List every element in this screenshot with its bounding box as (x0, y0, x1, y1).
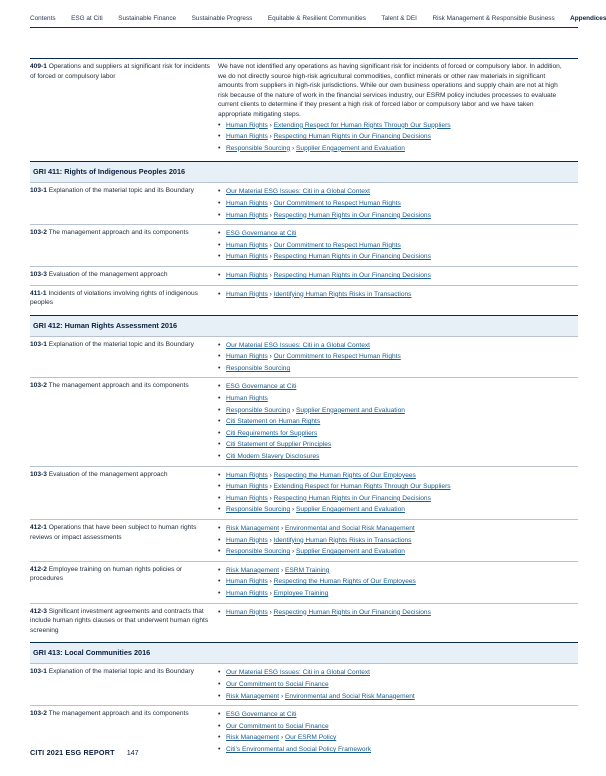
reference-link[interactable]: Respecting the Human Rights of Our Employees (273, 471, 416, 479)
disclosure-code: 103-1 (30, 340, 47, 348)
section-header: GRI 411: Rights of Indigenous Peoples 2016 (30, 161, 578, 182)
reference-list (218, 709, 578, 755)
reference-link[interactable]: Respecting Human Rights in Our Financing Decisions (273, 608, 431, 616)
reference-link[interactable]: Human Rights (226, 121, 268, 129)
reference-link[interactable]: Human Rights (226, 536, 268, 544)
disclosure-title: Explanation of the material topic and its Boundary (48, 187, 194, 195)
reference-link[interactable]: Supplier Engagement and Evaluation (296, 548, 405, 556)
reference-link[interactable]: Responsible Sourcing (226, 406, 291, 414)
disclosure-title: Employee training on human rights policies or procedures (30, 565, 183, 583)
response-cell (218, 62, 578, 154)
list-item (218, 588, 578, 600)
page-number: 147 (126, 748, 139, 757)
reference-list (218, 523, 578, 558)
chevron-separator-icon: › (267, 241, 274, 249)
list-item (218, 120, 578, 132)
reference-link[interactable]: Supplier Engagement and Evaluation (296, 406, 405, 414)
reference-link[interactable]: Human Rights (226, 133, 268, 141)
disclosure-cell (30, 565, 218, 600)
reference-list (218, 565, 578, 600)
chevron-separator-icon: › (267, 471, 274, 479)
chevron-separator-icon: › (267, 290, 274, 298)
table-row (30, 603, 578, 639)
disclosure-title: Significant investment agreements and contracts that include human rights clauses or that underwent human rights screening (30, 607, 209, 634)
chevron-separator-icon: › (267, 133, 274, 141)
reference-link[interactable]: Human Rights (226, 241, 268, 249)
list-item (218, 289, 578, 301)
chevron-separator-icon: › (267, 271, 274, 279)
reference-link[interactable]: Human Rights (226, 353, 268, 361)
list-item (218, 228, 578, 240)
reference-link[interactable]: Responsible Sourcing (226, 548, 291, 556)
gri-index-table (30, 58, 578, 759)
reference-link[interactable]: Responsible Sourcing (226, 364, 291, 372)
disclosure-cell (30, 289, 218, 308)
list-item (218, 340, 578, 352)
list-item (218, 504, 578, 516)
list-item (218, 679, 578, 691)
list-item (218, 143, 578, 155)
chevron-separator-icon: › (267, 199, 274, 207)
chevron-separator-icon: › (290, 548, 297, 556)
disclosure-cell (30, 62, 218, 154)
reference-list (218, 228, 578, 263)
reference-link[interactable]: Our Commitment to Social Finance (226, 722, 329, 730)
reference-link[interactable]: Human Rights (226, 483, 268, 491)
table-row (30, 58, 578, 157)
disclosure-cell (30, 228, 218, 263)
nav-link-esg-at-citi[interactable]: ESG at Citi (71, 15, 103, 22)
disclosure-code: 411-1 (30, 289, 47, 297)
reference-link[interactable]: Human Rights (226, 253, 268, 261)
reference-link[interactable]: Supplier Engagement and Evaluation (296, 506, 405, 514)
list-item (218, 565, 578, 577)
reference-link[interactable]: Citi Modern Slavery Disclosures (226, 453, 320, 461)
table-row (30, 561, 578, 603)
list-item (218, 732, 578, 744)
reference-link[interactable]: Respecting Human Rights in Our Financing Decisions (273, 271, 431, 279)
response-cell (218, 709, 578, 755)
section-header: GRI 413: Local Communities 2016 (30, 642, 578, 663)
list-item (218, 393, 578, 405)
list-item (218, 251, 578, 263)
chevron-separator-icon: › (267, 578, 274, 586)
nav-link-appendices[interactable]: Appendices (570, 15, 606, 22)
list-item (218, 744, 578, 756)
chevron-separator-icon: › (267, 211, 274, 219)
page-footer (30, 748, 139, 757)
reference-link[interactable]: Human Rights (226, 271, 268, 279)
top-nav (30, 12, 606, 26)
list-item (218, 691, 578, 703)
list-item (218, 481, 578, 493)
response-text: We have not identified any operations as having significant risk for incidents of forced or compulsory labor. In addition, we do not directly source high-risk agricultural commodities, conflict minerals or other raw materials in significant amounts from suppliers in high-risk jurisdictions. While our own business operations and supply chain are not at high risk because of the nature of work in the financial services industry, our ESRM policy includes processes to evaluate current clients to determine if they present a high risk of forced labor or compulsory labor and we have taken appropriate mitigating steps. (218, 63, 562, 118)
reference-link[interactable]: Responsible Sourcing (226, 506, 291, 514)
response-cell (218, 667, 578, 702)
table-row (30, 466, 578, 519)
disclosure-cell (30, 186, 218, 221)
disclosure-title: Explanation of the material topic and its Boundary (48, 340, 194, 348)
reference-link[interactable]: ESG Governance at Citi (226, 383, 297, 391)
reference-link[interactable]: ESRM Training (285, 566, 330, 574)
reference-link[interactable]: Human Rights (226, 199, 268, 207)
reference-link[interactable]: Our Material ESG Issues: Citi in a Global Context (226, 188, 371, 196)
list-item (218, 351, 578, 363)
table-row (30, 224, 578, 266)
list-item (218, 721, 578, 733)
nav-link-sustainable-progress[interactable]: Sustainable Progress (191, 15, 253, 22)
reference-link[interactable]: Respecting Human Rights in Our Financing Decisions (273, 253, 431, 261)
reference-link[interactable]: Citi Requirements for Suppliers (226, 429, 318, 437)
reference-link[interactable]: Respecting Human Rights in Our Financing Decisions (273, 211, 431, 219)
list-item (218, 493, 578, 505)
reference-link[interactable]: Human Rights (226, 211, 268, 219)
response-cell (218, 607, 578, 636)
disclosure-cell (30, 523, 218, 558)
reference-list (218, 270, 578, 282)
reference-list (218, 607, 578, 619)
table-row (30, 377, 578, 465)
disclosure-title: Operations and suppliers at significant risk for incidents of forced or compulsory labor (30, 63, 210, 80)
disclosure-title: Evaluation of the management approach (48, 270, 168, 278)
reference-list (218, 667, 578, 702)
chevron-separator-icon: › (279, 734, 286, 742)
disclosure-cell (30, 270, 218, 282)
reference-link[interactable]: Respecting Human Rights in Our Financing Decisions (273, 133, 431, 141)
table-row (30, 285, 578, 311)
list-item (218, 363, 578, 375)
reference-link[interactable]: Our ESRM Policy (285, 734, 337, 742)
list-item (218, 546, 578, 558)
chevron-separator-icon: › (290, 406, 297, 414)
disclosure-code: 103-2 (30, 382, 47, 390)
nav-link-talent-dei[interactable]: Talent & DEI (381, 15, 417, 22)
reference-link[interactable]: Environmental and Social Risk Management (285, 692, 415, 700)
response-cell (218, 186, 578, 221)
nav-link-sustainable-finance[interactable]: Sustainable Finance (118, 15, 177, 22)
chevron-separator-icon: › (267, 121, 274, 129)
reference-link[interactable]: Identifying Human Rights Risks in Transactions (273, 290, 412, 298)
reference-link[interactable]: Environmental and Social Risk Management (285, 525, 415, 532)
list-item (218, 131, 578, 143)
list-item (218, 186, 578, 198)
disclosure-cell (30, 381, 218, 462)
chevron-separator-icon: › (267, 253, 274, 261)
table-row (30, 336, 578, 378)
response-cell (218, 523, 578, 558)
nav-link-contents[interactable]: Contents (30, 15, 56, 22)
reference-link[interactable]: Our Commitment to Respect Human Rights (273, 241, 401, 249)
reference-list (218, 340, 578, 375)
reference-link[interactable]: Human Rights (226, 494, 268, 502)
chevron-separator-icon: › (267, 353, 274, 361)
list-item (218, 439, 578, 451)
chevron-separator-icon: › (290, 144, 297, 152)
response-cell (218, 381, 578, 462)
list-item (218, 576, 578, 588)
chevron-separator-icon: › (267, 608, 274, 616)
reference-link[interactable]: Citi’s Environmental and Social Policy Framework (226, 745, 371, 753)
list-item (218, 667, 578, 679)
reference-list (218, 289, 578, 301)
reference-link[interactable]: Respecting Human Rights in Our Financing Decisions (273, 494, 431, 502)
nav-link-risk-management-responsible-business[interactable]: Risk Management & Responsible Business (432, 15, 555, 22)
disclosure-code: 103-2 (30, 710, 47, 718)
list-item (218, 451, 578, 463)
reference-link[interactable]: Human Rights (226, 395, 268, 403)
chevron-separator-icon: › (267, 536, 274, 544)
reference-link[interactable]: Supplier Engagement and Evaluation (296, 144, 405, 152)
table-row (30, 182, 578, 224)
list-item (218, 210, 578, 222)
disclosure-title: The management approach and its components (48, 382, 189, 390)
reference-link[interactable]: Our Commitment to Social Finance (226, 680, 329, 688)
list-item (218, 198, 578, 210)
chevron-separator-icon: › (267, 494, 274, 502)
response-cell (218, 340, 578, 375)
reference-list (218, 120, 578, 155)
reference-link[interactable]: Human Rights (226, 589, 268, 597)
reference-link[interactable]: Our Commitment to Respect Human Rights (273, 353, 401, 361)
response-cell (218, 228, 578, 263)
reference-link[interactable]: ESG Governance at Citi (226, 230, 297, 238)
reference-link[interactable]: Risk Management (226, 692, 280, 700)
reference-link[interactable]: Our Material ESG Issues: Citi in a Global Context (226, 341, 371, 349)
reference-link[interactable]: Employee Training (273, 589, 329, 597)
reference-link[interactable]: Extending Respect for Human Rights Through Our Suppliers (273, 483, 451, 491)
reference-list (218, 381, 578, 462)
report-title: CITI 2021 ESG REPORT (30, 748, 115, 757)
disclosure-title: Operations that have been subject to human rights reviews or impact assessments (30, 524, 197, 541)
response-cell (218, 270, 578, 282)
list-item (218, 405, 578, 417)
reference-link[interactable]: Human Rights (226, 471, 268, 479)
reference-link[interactable]: Responsible Sourcing (226, 144, 291, 152)
chevron-separator-icon: › (279, 525, 286, 532)
reference-link[interactable]: Respecting the Human Rights of Our Employees (273, 578, 416, 586)
response-cell (218, 565, 578, 600)
response-cell (218, 470, 578, 516)
reference-link[interactable]: Our Commitment to Respect Human Rights (273, 199, 401, 207)
reference-link[interactable]: Risk Management (226, 734, 280, 742)
reference-link[interactable]: Citi Statement of Supplier Principles (226, 441, 332, 449)
reference-link[interactable]: Risk Management (226, 566, 280, 574)
section-header: GRI 412: Human Rights Assessment 2016 (30, 315, 578, 336)
disclosure-title: Explanation of the material topic and its Boundary (48, 668, 194, 676)
reference-link[interactable]: Human Rights (226, 608, 268, 616)
chevron-separator-icon: › (267, 483, 274, 491)
disclosure-cell (30, 470, 218, 516)
disclosure-code: 409-1 (30, 63, 47, 70)
reference-link[interactable]: Citi Statement on Human Rights (226, 418, 321, 426)
disclosure-code: 412-2 (30, 565, 47, 573)
list-item (218, 607, 578, 619)
disclosure-code: 103-3 (30, 270, 47, 278)
chevron-separator-icon: › (279, 566, 286, 574)
reference-link[interactable]: Extending Respect for Human Rights Through Our Suppliers (273, 121, 451, 129)
nav-divider (30, 27, 578, 28)
disclosure-code: 103-2 (30, 229, 47, 237)
disclosure-cell (30, 667, 218, 702)
list-item (218, 428, 578, 440)
reference-link[interactable]: Risk Management (226, 525, 280, 532)
disclosure-code: 103-1 (30, 187, 47, 195)
disclosure-title: Evaluation of the management approach (48, 470, 168, 478)
reference-link[interactable]: Human Rights (226, 578, 268, 586)
disclosure-title: The management approach and its components (48, 710, 189, 718)
reference-list (218, 186, 578, 221)
table-row (30, 519, 578, 561)
chevron-separator-icon: › (267, 589, 274, 597)
chevron-separator-icon: › (290, 506, 297, 514)
nav-link-equitable-resilient-communities[interactable]: Equitable & Resilient Communities (267, 15, 366, 22)
disclosure-title: The management approach and its components (48, 229, 189, 237)
list-item (218, 381, 578, 393)
disclosure-code: 103-1 (30, 668, 47, 676)
list-item (218, 523, 578, 535)
disclosure-code: 412-3 (30, 607, 47, 615)
list-item (218, 535, 578, 547)
list-item (218, 240, 578, 252)
table-row (30, 266, 578, 285)
chevron-separator-icon: › (279, 692, 286, 700)
reference-list (218, 470, 578, 516)
disclosure-cell (30, 340, 218, 375)
list-item (218, 470, 578, 482)
table-row (30, 663, 578, 705)
disclosure-cell (30, 607, 218, 636)
reference-link[interactable]: ESG Governance at Citi (226, 711, 297, 719)
reference-link[interactable]: Our Material ESG Issues: Citi in a Global Context (226, 669, 371, 677)
list-item (218, 709, 578, 721)
disclosure-code: 412-1 (30, 524, 47, 531)
response-cell (218, 289, 578, 308)
list-item (218, 270, 578, 282)
reference-link[interactable]: Identifying Human Rights Risks in Transactions (273, 536, 412, 544)
reference-link[interactable]: Human Rights (226, 290, 268, 298)
list-item (218, 416, 578, 428)
disclosure-title: Incidents of violations involving rights of indigenous peoples (30, 289, 198, 307)
disclosure-code: 103-3 (30, 470, 47, 478)
